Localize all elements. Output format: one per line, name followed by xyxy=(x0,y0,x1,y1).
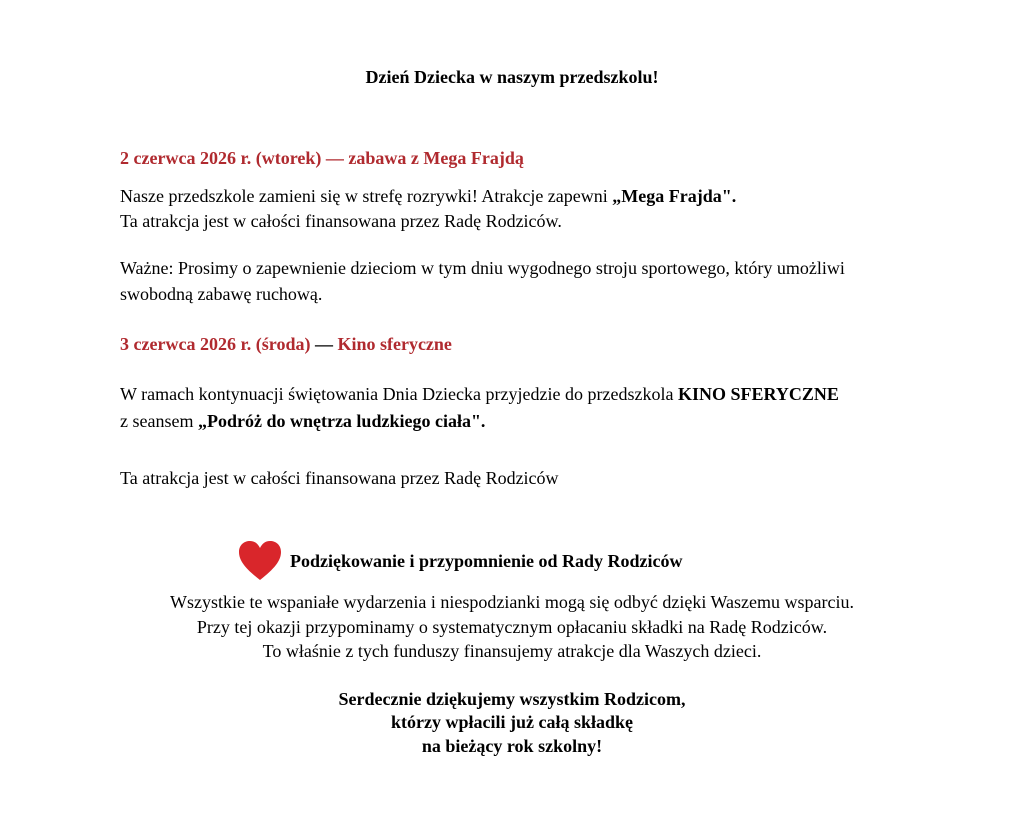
event2-line2 xyxy=(120,411,485,432)
event2-cinema-name: KINO SFERYCZNE xyxy=(677,384,839,404)
thanks-para-line-3: To właśnie z tych funduszy finansujemy atrakcje dla Waszych dzieci. xyxy=(262,641,762,661)
event2-line1-text: W ramach kontynuacji świętowania Dnia Dziecka przyjedzie do przedszkola xyxy=(120,384,678,404)
event1-note-line2: swobodną zabawę ruchową. xyxy=(120,284,323,304)
event1-note-line1: Ważne: Prosimy o zapewnienie dzieciom w tym dniu wygodnego stroju sportowego, który umożliwi xyxy=(120,258,845,278)
event2-show-title: „Podróż do wnętrza ludzkiego ciała". xyxy=(197,411,486,431)
heart-icon xyxy=(238,540,282,582)
closing-line-2: którzy wpłacili już całą składkę xyxy=(391,712,633,732)
thanks-heading: Podziękowanie i przypomnienie od Rady Rodziców xyxy=(290,551,683,571)
event2-heading-name: Kino sferyczne xyxy=(337,334,452,354)
closing-line-1: Serdecznie dziękujemy wszystkim Rodzicom, xyxy=(338,689,686,709)
event1-heading: 2 czerwca 2026 r. (wtorek) — zabawa z Mega Frajdą xyxy=(120,148,524,168)
event1-line1 xyxy=(120,186,736,207)
event2-heading xyxy=(120,334,452,355)
event1-funding: Ta atrakcja jest w całości finansowana przez Radę Rodziców. xyxy=(120,211,562,231)
thanks-para-line-1: Wszystkie te wspaniałe wydarzenia i niespodzianki mogą się odbyć dzięki Waszemu wsparciu. xyxy=(170,592,854,612)
closing-line-3: na bieżący rok szkolny! xyxy=(421,736,603,756)
event2-heading-date: 3 czerwca 2026 r. (środa) xyxy=(120,334,311,354)
event2-line1 xyxy=(120,384,839,405)
event1-line1-text: Nasze przedszkole zamieni się w strefę rozrywki! Atrakcje zapewni xyxy=(120,186,613,206)
event2-heading-dash: — xyxy=(310,334,338,354)
event1-provider-name: „Mega Frajda". xyxy=(612,186,737,206)
event2-line2-text: z seansem xyxy=(120,411,198,431)
thanks-para-line-2: Przy tej okazji przypominamy o systematycznym opłacaniu składki na Radę Rodziców. xyxy=(196,617,828,637)
page-title: Dzień Dziecka w naszym przedszkolu! xyxy=(365,67,659,87)
event2-funding: Ta atrakcja jest w całości finansowana przez Radę Rodziców xyxy=(120,468,559,488)
